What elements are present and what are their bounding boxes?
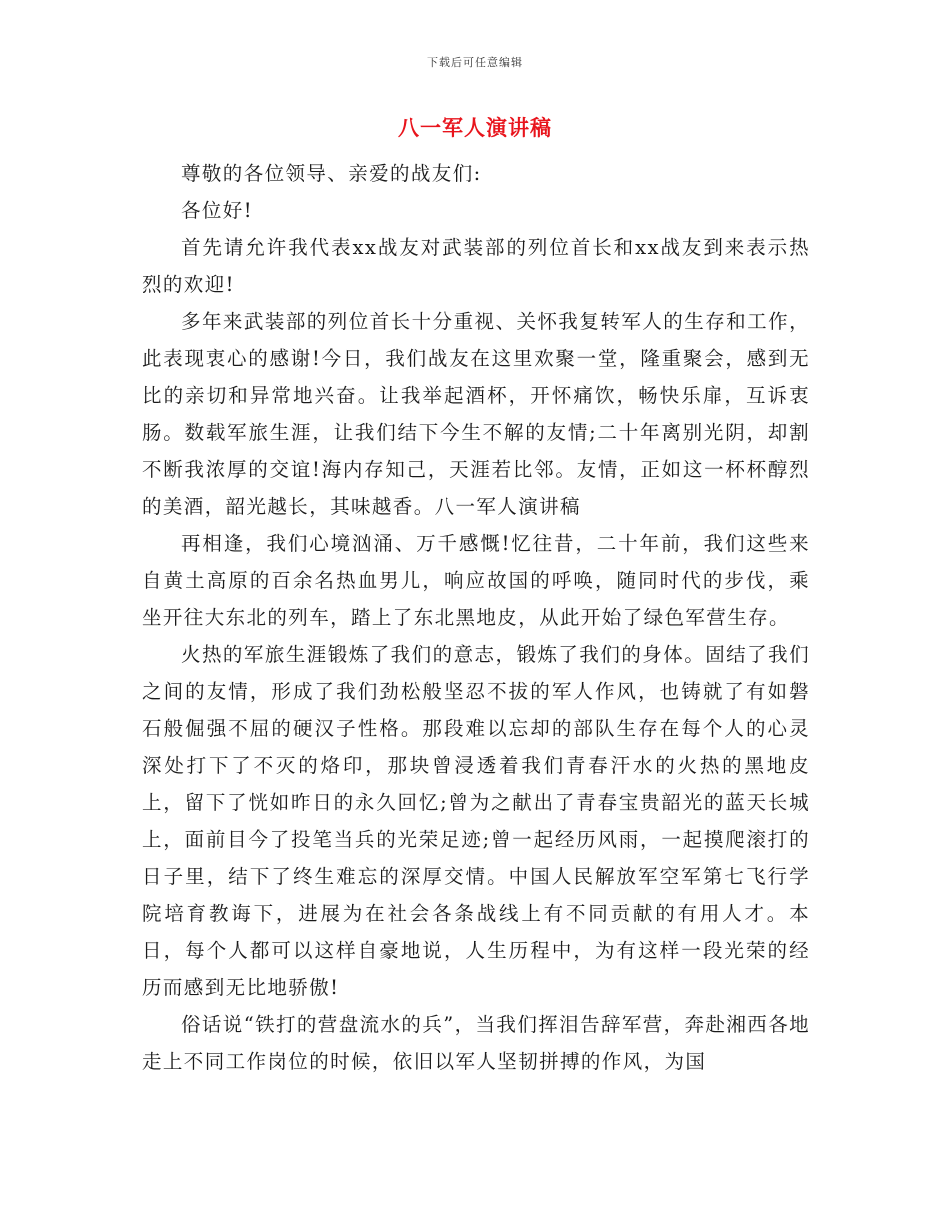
paragraph-farewell: 俗话说“铁打的营盘流水的兵”，当我们挥泪告辞军营，奔赴湘西各地走上不同工作岗位的时候，依旧以军人坚韧拼搏的作风，为国 (142, 1013, 810, 1073)
paragraph-military-life: 火热的军旅生涯锻炼了我们的意志，锻炼了我们的身体。固结了我们之间的友情，形成了我们劲松般坚忍不拔的军人作风，也铸就了有如磐石般倔强不屈的硬汉子性格。那段难以忘却的部队生存在每个人的心灵深处打下了不灭的烙印，那块曾浸透着我们青春汗水的火热的黑地皮上，留下了恍如昨日的永久回忆;曾为之献出了青春宝贵韶光的蓝天长城上，面前目今了投笔当兵的光荣足迹;曾一起经历风雨，一起摸爬滚打的日子里，结下了终生难忘的深厚交情。中国人民解放军空军第七飞行学院培育教诲下，进展为在社会各条战线上有不同贡献的有用人才。本日，每个人都可以这样自豪地说，人生历程中，为有这样一段光荣的经历而感到无比地骄傲! (142, 643, 810, 999)
page-title: 八一军人演讲稿 (398, 116, 552, 140)
paragraph-welcome: 首先请允许我代表xx战友对武装部的列位首长和xx战友到来表示热烈的欢迎! (142, 236, 810, 296)
paragraph-thanks: 多年来武装部的列位首长十分重视、关怀我复转军人的生存和工作，此表现衷心的感谢!今日，我们战友在这里欢聚一堂，隆重聚会，感到无比的亲切和异常地兴奋。让我举起酒杯，开怀痛饮，畅快乐扉，互诉衷肠。数载军旅生涯，让我们结下今生不解的友情;二十年离别光阴，却割不断我浓厚的交谊!海内存知己，天涯若比邻。友情，正如这一杯杯醇烈的美酒，韶光越长，其味越香。八一军人演讲稿 (142, 310, 810, 518)
header-note: 下载后可任意编辑 (427, 56, 523, 69)
paragraph-greeting: 各位好! (181, 199, 253, 222)
paragraph-reunion: 再相逢，我们心境汹涌、万千感慨!忆往昔，二十年前，我们这些来自黄土高原的百余名热血男儿，响应故国的呼唤，随同时代的步伐，乘坐开往大东北的列车，踏上了东北黑地皮，从此开始了绿色军营生存。 (142, 532, 810, 629)
document-body (142, 155, 810, 1080)
paragraph-salutation: 尊敬的各位领导、亲爱的战友们: (181, 162, 482, 185)
